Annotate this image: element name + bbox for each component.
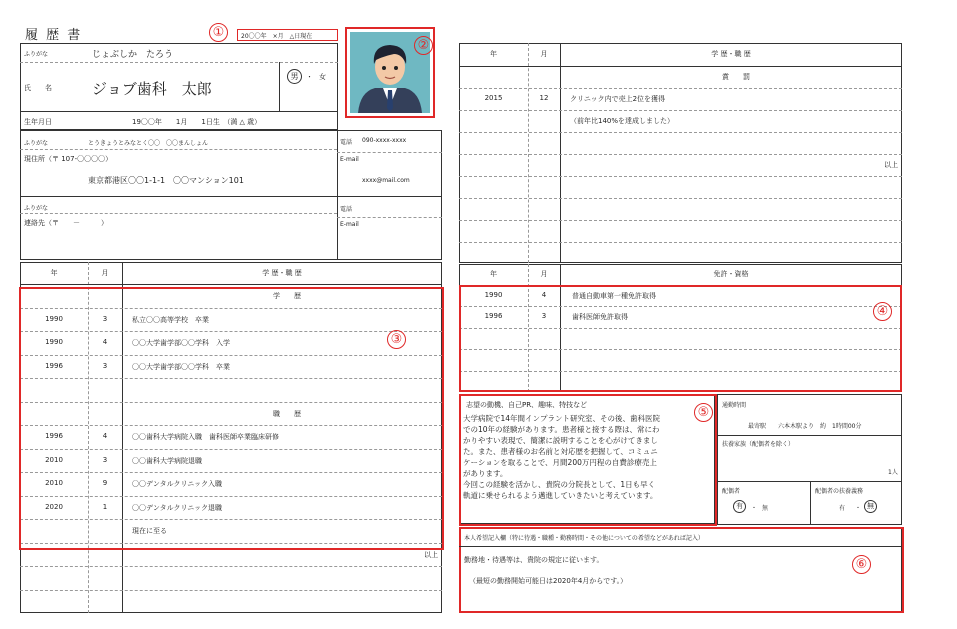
- license-row-text: 歯科医師免許取得: [572, 313, 628, 322]
- history-row-year: 2010: [45, 479, 63, 487]
- license-row-text: 普通自動車第一種免許取得: [572, 292, 656, 300]
- marker-6: ⑥: [852, 555, 871, 574]
- motivation-line: 軌道に乗せられるよう邁進していきたいと考えています。: [463, 491, 658, 500]
- address-value: 東京都港区〇〇1-1-1 〇〇マンション101: [88, 176, 244, 185]
- license-header-month: 月: [540, 270, 548, 278]
- furigana-label: ふりがな: [24, 51, 49, 58]
- right-header-month: 月: [540, 50, 548, 58]
- history-row-year: 1996: [45, 361, 63, 370]
- gender-male: 男: [287, 69, 302, 84]
- highlight-history: [19, 287, 444, 550]
- wishes-label: 本人希望記入欄（特に待遇・職種・勤務時間・その他についての希望などがあれば記入）: [464, 535, 704, 542]
- document-title: 履 歴 書: [25, 28, 83, 43]
- dependents-value: 1人: [888, 469, 898, 476]
- history-row-text: 〇〇デンタルクリニック退職: [132, 503, 223, 512]
- history-row-month: 3: [102, 361, 108, 370]
- history-row-text: 〇〇大学歯学部〇〇学科 入学: [132, 339, 230, 347]
- history-row-month: 3: [102, 314, 108, 323]
- gender-female: 女: [319, 73, 326, 81]
- date-text: 20〇〇年 ×月 △日現在: [241, 33, 313, 40]
- history-header-month: 月: [101, 269, 109, 277]
- history-row-text: 以上: [424, 550, 438, 559]
- motivation-line: 今回この経験を活かし、貴院の分院長として、1日も早く: [463, 480, 656, 489]
- contact-furigana-label: ふりがな: [24, 205, 49, 212]
- award-row-text: （前年比140%を達成しました）: [570, 117, 675, 125]
- award-row-year: 2015: [484, 94, 503, 102]
- furigana-value: じょぶしか たろう: [92, 50, 174, 60]
- spouse-label: 配偶者: [722, 488, 741, 495]
- history-header-content: 学 歴・職 歴: [262, 269, 302, 277]
- history-row-text: 私立〇〇高等学校 卒業: [132, 315, 209, 324]
- marker-1: ①: [209, 23, 228, 42]
- history-row-text: 現在に至る: [132, 527, 167, 535]
- spouse-no: 無: [762, 505, 769, 512]
- license-row-month: 3: [541, 312, 547, 321]
- spouse-dot: ・: [751, 505, 758, 512]
- spouse-support-label: 配偶者の扶養義務: [815, 488, 864, 495]
- phone-label: 電話: [340, 139, 353, 146]
- spouse-support-dot: ・: [855, 505, 862, 512]
- contact-phone-label: 電話: [340, 206, 353, 213]
- commute-label: 通勤時間: [722, 402, 747, 409]
- award-row-text: 以上: [884, 161, 898, 169]
- motivation-line: かりやすい表現で、簡潔に説明することを心がけてきまし: [463, 436, 658, 445]
- history-row-text: 学 歴: [273, 292, 301, 300]
- marker-5: ⑤: [694, 403, 713, 422]
- license-header-content: 免許・資格: [713, 270, 749, 278]
- address-furigana-label: ふりがな: [24, 140, 49, 147]
- history-row-month: 4: [102, 338, 108, 346]
- history-row-month: 4: [102, 432, 108, 440]
- license-row-year: 1990: [484, 291, 503, 299]
- motivation-line: があります。: [463, 469, 508, 478]
- right-header-content: 学 歴・職 歴: [711, 50, 751, 58]
- email-value: xxxx@mail.com: [362, 177, 410, 184]
- birth-label: 生年月日: [24, 118, 52, 126]
- history-row-year: 1990: [45, 314, 63, 323]
- marker-3: ③: [387, 330, 406, 349]
- history-row-year: 1990: [45, 338, 63, 346]
- name-label: 氏 名: [24, 84, 52, 92]
- license-row-year: 1996: [484, 312, 503, 321]
- history-row-year: 1996: [45, 432, 63, 440]
- history-row-year: 2020: [45, 502, 63, 511]
- right-header-year: 年: [490, 50, 497, 58]
- award-row-text: クリニック内で売上2位を獲得: [570, 95, 666, 103]
- marker-2: ②: [414, 36, 433, 55]
- history-header-year: 年: [50, 269, 58, 277]
- motivation-line: 大学病院で14年間インプラント研究室、その後、歯科医院: [463, 414, 661, 423]
- highlight-license: [459, 285, 902, 392]
- history-row-month: 3: [102, 455, 108, 464]
- motivation-line: ケーションを取ることで、月間200万円程の自費診療売上: [463, 458, 657, 467]
- commute-value: 最寄駅 六本木駅より 約 1時間00分: [748, 423, 862, 430]
- wishes-line-1: 勤務地・待遇等は、貴院の規定に従います。: [464, 556, 604, 564]
- history-row-month: 1: [102, 502, 108, 511]
- history-row-month: 9: [102, 479, 108, 487]
- award-row-month: 12: [539, 94, 549, 102]
- birth-value: 19〇〇年 1月 1日生 （満 △ 歳）: [132, 118, 262, 126]
- dependents-label: 扶養家族（配偶者を除く）: [722, 441, 795, 448]
- spouse-yes: 有: [733, 500, 746, 513]
- email-label: E-mail: [340, 156, 359, 163]
- history-row-year: 2010: [45, 455, 63, 464]
- spouse-support-no: 無: [864, 500, 877, 513]
- history-row-text: 職 歴: [273, 409, 301, 418]
- address-label: 現住所（〒 107-〇〇〇〇）: [24, 155, 113, 163]
- motivation-label: 志望の動機、自己PR、趣味、特技など: [466, 401, 588, 409]
- name-value: ジョブ歯科 太郎: [92, 80, 212, 98]
- wishes-line-2: （最短の勤務開始可能日は2020年4月からです。）: [469, 577, 628, 585]
- contact-email-label: E-mail: [340, 221, 359, 228]
- license-header-year: 年: [490, 270, 497, 278]
- phone-value: 090-xxxx-xxxx: [362, 137, 407, 144]
- history-row-text: 〇〇デンタルクリニック入職: [132, 480, 223, 488]
- history-row-text: 〇〇歯科大学病院入職 歯科医師卒業臨床研修: [132, 433, 279, 441]
- spouse-support-yes: 有: [839, 505, 846, 512]
- license-row-month: 4: [541, 291, 547, 299]
- award-row-text: 賞 罰: [722, 73, 750, 81]
- history-row-text: 〇〇大学歯学部〇〇学科 卒業: [132, 362, 230, 371]
- marker-4: ④: [873, 302, 892, 321]
- history-row-text: 〇〇歯科大学病院退職: [132, 456, 202, 465]
- address-furigana: とうきょうとみなとく〇〇 〇〇まんしょん: [88, 140, 209, 147]
- contact-label: 連絡先（〒 － ）: [24, 219, 108, 227]
- motivation-line: た。また、患者様のお名前と対応歴を把握して、コミュニ: [463, 447, 658, 456]
- motivation-line: での10年の経験があります。患者様と接する際は、常にわ: [463, 425, 660, 434]
- gender-dot: ・: [306, 73, 313, 81]
- date-box: [237, 29, 338, 41]
